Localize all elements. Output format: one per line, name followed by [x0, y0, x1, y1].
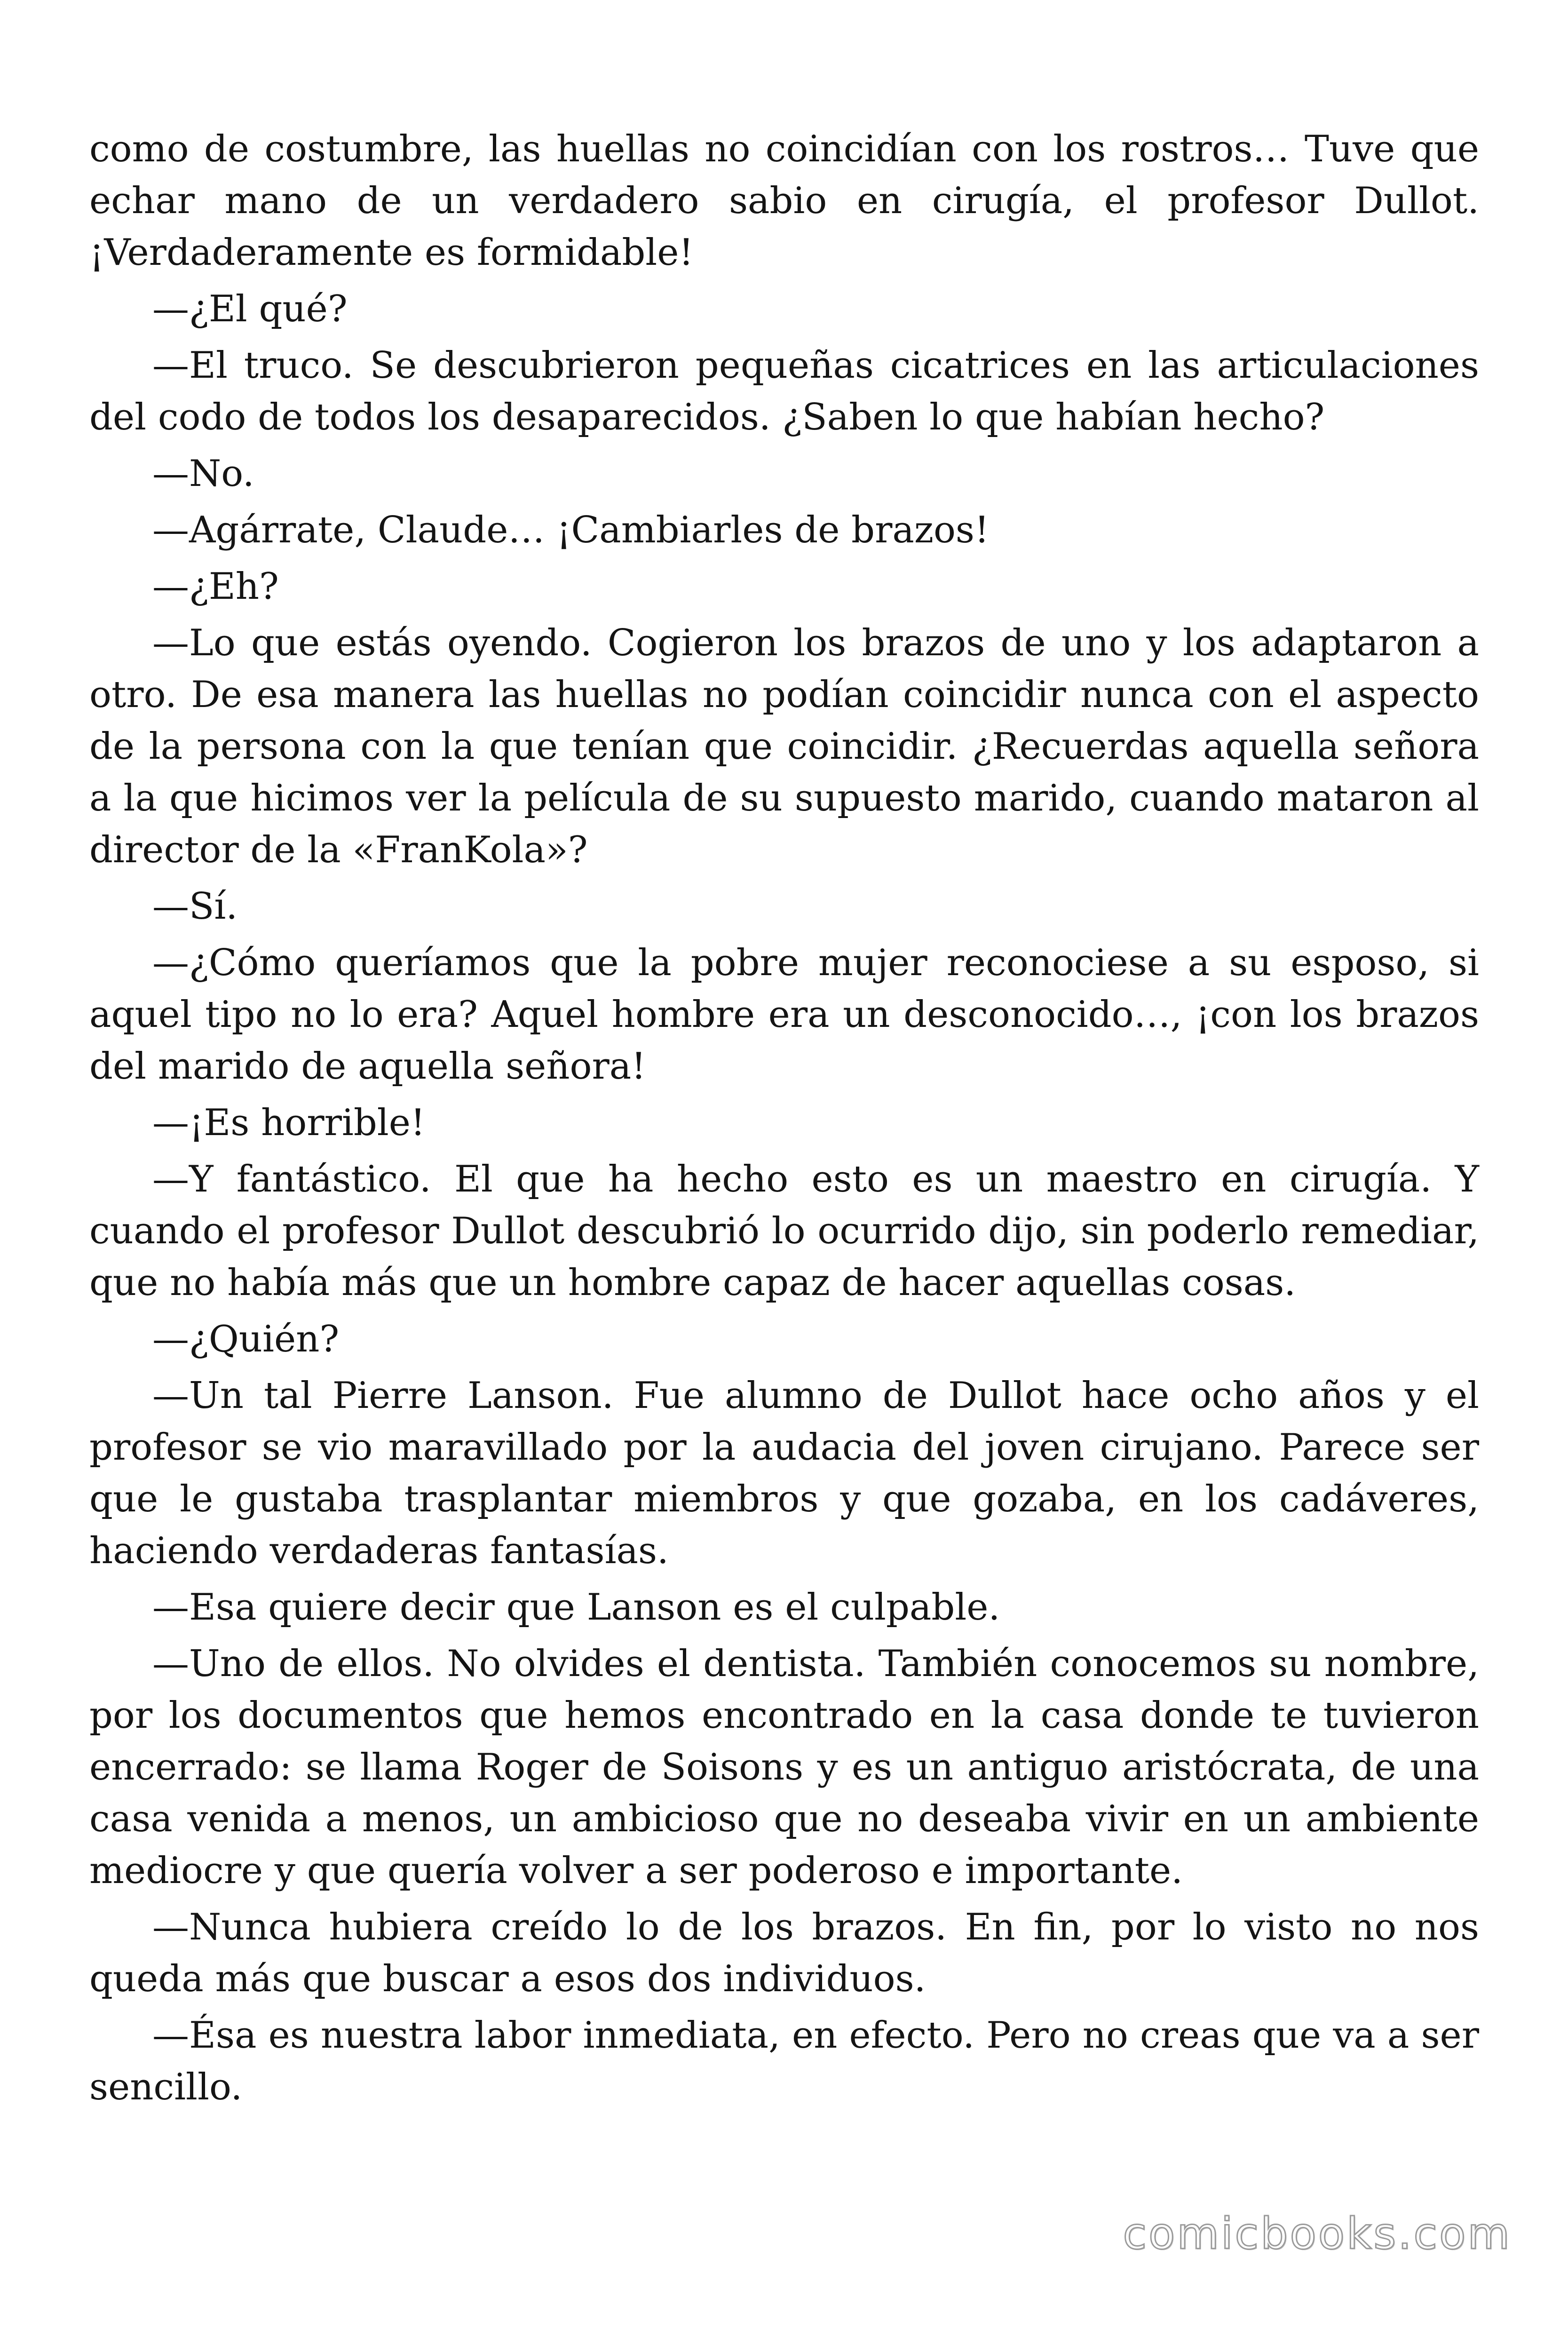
- paragraph-17: —Ésa es nuestra labor inmediata, en efecto. Pero no creas que va a ser sencillo.: [89, 2014, 1479, 2108]
- paragraph-11: —Y fantástico. El que ha hecho esto es un maestro en cirugía. Y cuando el profesor Dullot descubrió lo ocurrido dijo, sin poderlo remediar, que no había más que un hombre capaz de hacer aquellas cosas.: [89, 1158, 1479, 1304]
- paragraph-4: —No.: [152, 453, 254, 495]
- paragraph-2: —¿El qué?: [152, 288, 348, 330]
- paragraph-14: —Esa quiere decir que Lanson es el culpable.: [152, 1586, 1000, 1629]
- paragraph-3: —El truco. Se descubrieron pequeñas cicatrices en las articulaciones del codo de todos los desaparecidos. ¿Saben lo que habían hecho?: [89, 344, 1479, 438]
- paragraph-7: —Lo que estás oyendo. Cogieron los brazos de uno y los adaptaron a otro. De esa manera las huellas no podían coincidir nunca con el aspecto de la persona con la que tenían que coincidir. ¿Recuerdas aquella señora a la que hicimos ver la película de su supuesto marido, cuando mataron al director de la «FranKola»?: [89, 622, 1479, 871]
- paragraph-8: —Sí.: [152, 885, 238, 928]
- page-body: [89, 123, 1479, 2118]
- paragraph-15: —Uno de ellos. No olvides el dentista. También conocemos su nombre, por los documentos que hemos encontrado en la casa donde te tuvieron encerrado: se llama Roger de Soisons y es un antiguo aristócrata, de una casa venida a menos, un ambicioso que no deseaba vivir en un ambiente mediocre y que quería volver a ser poderoso e importante.: [89, 1643, 1479, 1892]
- paragraph-13: —Un tal Pierre Lanson. Fue alumno de Dullot hace ocho años y el profesor se vio maravillado por la audacia del joven cirujano. Parece ser que le gustaba trasplantar miembros y que gozaba, en los cadáveres, haciendo verdaderas fantasías.: [89, 1375, 1479, 1572]
- paragraph-16: —Nunca hubiera creído lo de los brazos. En fin, por lo visto no nos queda más que buscar a esos dos individuos.: [89, 1906, 1479, 2000]
- paragraph-5: —Agárrate, Claude… ¡Cambiarles de brazos!: [152, 509, 990, 551]
- paragraph-10: —¡Es horrible!: [152, 1102, 426, 1144]
- paragraph-12: —¿Quién?: [152, 1318, 340, 1360]
- watermark: comicbooks.com: [1123, 2209, 1512, 2259]
- paragraph-6: —¿Eh?: [152, 565, 279, 608]
- paragraph-1: como de costumbre, las huellas no coincidían con los rostros… Tuve que echar mano de un verdadero sabio en cirugía, el profesor Dullot. ¡Verdaderamente es formidable!: [89, 128, 1479, 274]
- paragraph-9: —¿Cómo queríamos que la pobre mujer reconociese a su esposo, si aquel tipo no lo era? Aquel hombre era un desconocido…, ¡con los brazos del marido de aquella señora!: [89, 942, 1479, 1088]
